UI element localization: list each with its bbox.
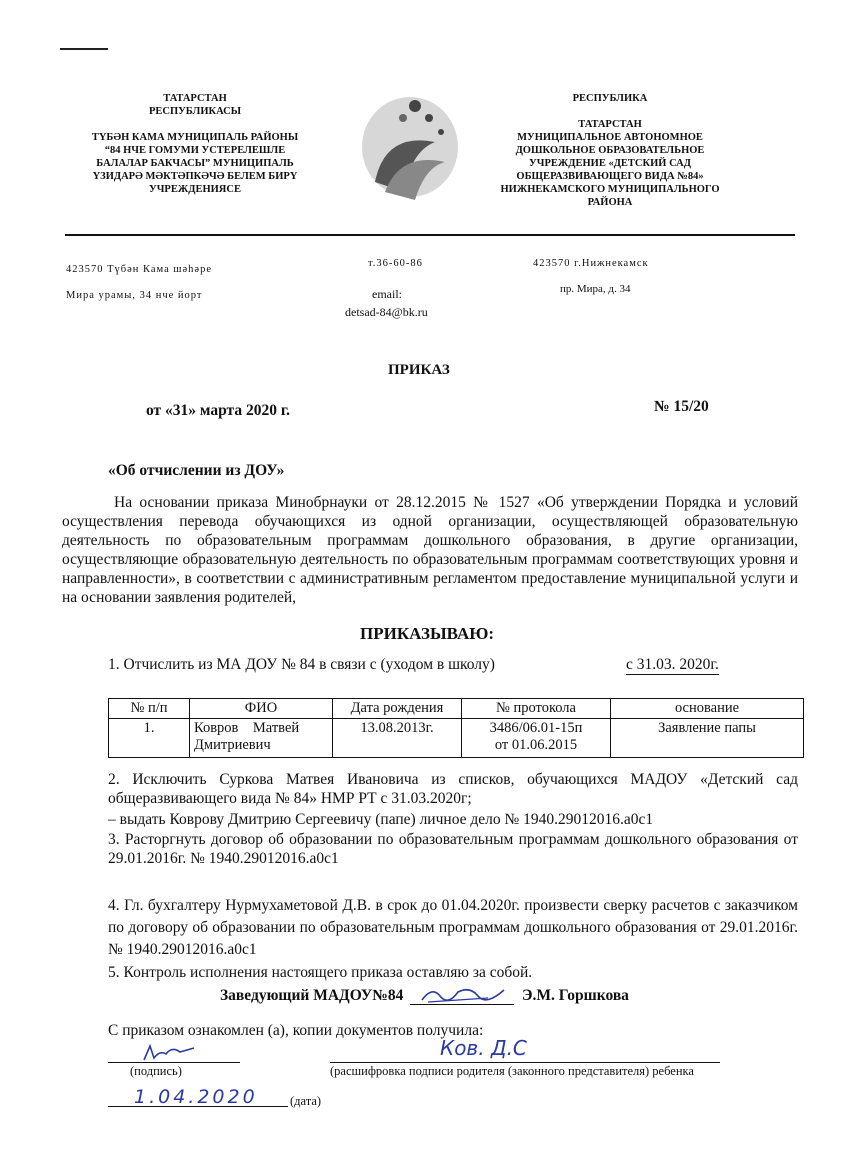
- table-row: [109, 719, 804, 758]
- phone: т.36-60-86: [368, 258, 423, 269]
- address-right-1: 423570 г.Нижнекамск: [533, 258, 649, 269]
- cell-fio: [190, 719, 333, 758]
- decode-line: [330, 1062, 720, 1063]
- item2: 2. Исключить Суркова Матвея Ивановича из списков, обучающихся МАДОУ «Детский сад общеразвивающего вида № 84» НМР РТ с 31.03.2020г;: [108, 771, 798, 807]
- order-number: № 15/20: [654, 398, 709, 415]
- header-left-line: УЧРЕЖДЕНИЯСЕ: [149, 184, 241, 195]
- item3: 3. Расторгнуть договор об образовании по образовательным программам дошкольного образования от 29.01.2016г. № 1940.29012016.а0с1: [108, 831, 798, 867]
- address-left-2: Мира урамы, 34 нче йорт: [66, 290, 203, 301]
- th-basis: основание: [611, 699, 804, 719]
- header-right-line: УЧРЕЖДЕНИЕ «ДЕТСКИЙ САД: [529, 158, 691, 169]
- order-subject: «Об отчислении из ДОУ»: [108, 462, 285, 479]
- handwritten-name: Ков. Д.С: [440, 1036, 527, 1060]
- order-date: от «31» марта 2020 г.: [146, 402, 290, 419]
- date-label: (дата): [290, 1094, 322, 1108]
- director-signature: [418, 982, 508, 1013]
- th-birth: Дата рождения: [333, 699, 462, 719]
- cell-basis: Заявление папы: [611, 719, 804, 758]
- header-right-line: МУНИЦИПАЛЬНОЕ АВТОНОМНОЕ: [517, 132, 703, 143]
- cell-birth: 13.08.2013г.: [333, 719, 462, 758]
- header-left-line: ТҮБӘН КАМА МУНИЦИПАЛЬ РАЙОНЫ: [91, 132, 299, 143]
- sign-label: (подпись): [130, 1064, 182, 1078]
- students-table: [108, 698, 804, 758]
- th-num: № п/п: [109, 699, 190, 719]
- th-protocol: № протокола: [462, 699, 611, 719]
- cell-fio-1: Ковров Матвей: [194, 720, 300, 736]
- header-left-line: РЕСПУБЛИКАСЫ: [148, 106, 242, 117]
- ack-text: С приказом ознакомлен (а), копии документов получила:: [108, 1022, 484, 1039]
- item2b: – выдать Коврову Дмитрию Сергеевичу (папе) личное дело № 1940.29012016.а0с1: [108, 811, 654, 828]
- header-left-line: ҮЗИДАРӘ МӘКТӘПКӘЧӘ БЕЛЕМ БИРҮ: [92, 171, 298, 182]
- email: detsad-84@bk.ru: [345, 305, 428, 319]
- signature-name: Э.М. Горшкова: [522, 987, 629, 1004]
- cell-num: 1.: [109, 719, 190, 758]
- header-right-line: РАЙОНА: [587, 197, 633, 208]
- command: ПРИКАЗЫВАЮ:: [360, 624, 495, 643]
- item5: 5. Контроль исполнения настоящего приказа оставляю за собой.: [108, 964, 533, 981]
- signature-position: Заведующий МАДОУ№84: [220, 987, 404, 1004]
- email-label: email:: [372, 287, 402, 301]
- header-left-line: ТАТАРСТАН: [163, 93, 227, 104]
- header-right-line: ТАТАРСТАН: [578, 119, 642, 130]
- header-left-line: “84 НЧЕ ГОМУМИ УСТЕРЕЛЕШЛЕ: [104, 145, 286, 156]
- header-right-line: ДОШКОЛЬНОЕ ОБРАЗОВАТЕЛЬНОЕ: [515, 145, 705, 156]
- logo: [355, 92, 465, 212]
- handwritten-date: 1.04.2020: [134, 1086, 258, 1108]
- header-right-line: ОБЩЕРАЗВИВАЮЩЕГО ВИДА №84»: [516, 171, 704, 182]
- table-header-row: [109, 699, 804, 719]
- item1: 1. Отчислить из МА ДОУ № 84 в связи с (уходом в школу): [108, 656, 495, 673]
- header-left-line: БАЛАЛАР БАКЧАСЫ” МУНИЦИПАЛЬ: [96, 158, 294, 169]
- preamble: На основании приказа Минобрнауки от 28.12.2015 № 1527 «Об утверждении Порядка и условий осуществления перевода обучающихся из одной организации, осуществляющей образовательную деятельность по образовательным программам дошкольного образования, в другие организации, осуществляющие образовательную деятельность по образовательным программам соответствующих уровня и направленности», в соответствии с административным регламентом предоставление муниципальной услуги и на основании заявления родителей,: [62, 494, 798, 606]
- cell-protocol-1: 3486/06.01-15п: [489, 720, 583, 736]
- decode-label: (расшифровка подписи родителя (законного представителя) ребенка: [330, 1064, 694, 1078]
- order-title: ПРИКАЗ: [388, 362, 450, 378]
- header-left: [60, 92, 330, 196]
- header-right: [470, 92, 750, 209]
- cell-protocol-2: от 01.06.2015: [494, 737, 578, 753]
- cell-protocol: [462, 719, 611, 758]
- item1-date: с 31.03. 2020г.: [626, 656, 719, 673]
- header-right-line: РЕСПУБЛИКА: [572, 93, 648, 104]
- header-right-line: НИЖНЕКАМСКОГО МУНИЦИПАЛЬНОГО: [500, 184, 720, 195]
- address-left-1: 423570 Түбән Кама шәһәре: [66, 264, 212, 275]
- cell-fio-2: Дмитриевич: [194, 737, 271, 753]
- corner-mark: [60, 48, 108, 50]
- header-divider: [65, 234, 795, 236]
- item4: 4. Гл. бухгалтеру Нурмухаметовой Д.В. в срок до 01.04.2020г. произвести сверку расчетов с заказчиком по договору об образовании по образовательным программам дошкольного образования от 29.01.2016г. № 1940.29012016.а0с1: [108, 897, 798, 958]
- th-fio: ФИО: [190, 699, 333, 719]
- address-right-2: пр. Мира, д. 34: [560, 283, 631, 295]
